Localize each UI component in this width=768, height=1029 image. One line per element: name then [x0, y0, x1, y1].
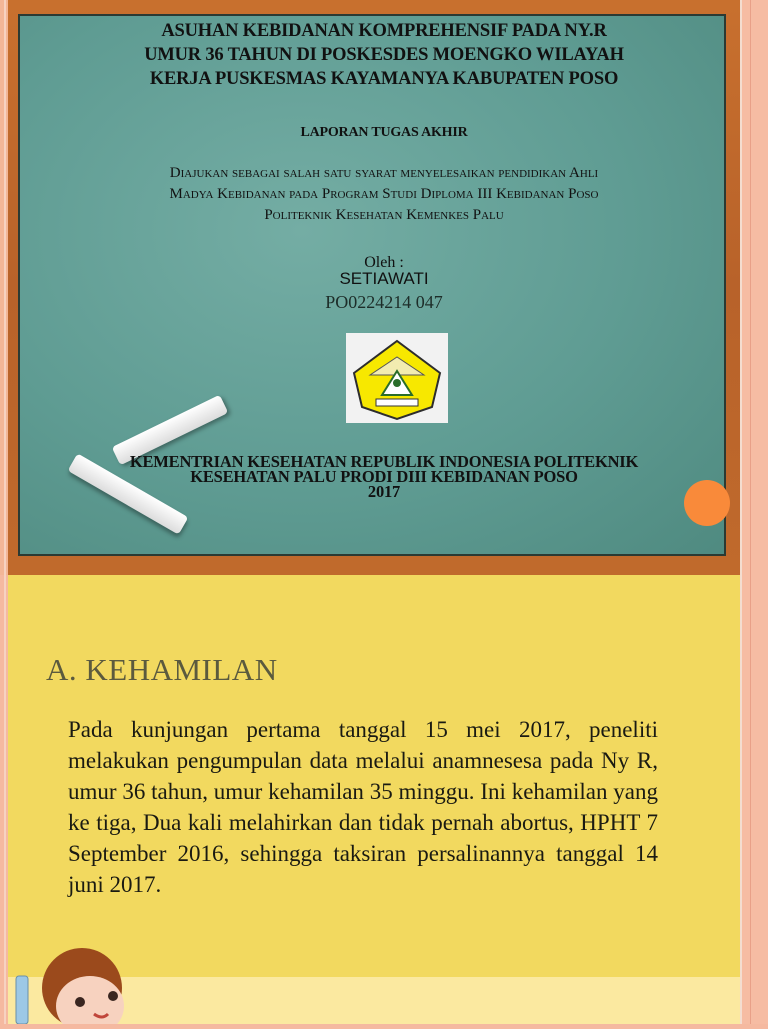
- institution-line-2: KESEHATAN PALU PRODI DIII KEBIDANAN POSO: [190, 467, 578, 486]
- logo-emblem-icon: [346, 333, 448, 423]
- institution-logo: [346, 333, 448, 423]
- institution-line-1: KEMENTRIAN KESEHATAN REPUBLIK INDONESIA POLITEKNIK: [129, 452, 639, 471]
- orange-dot-icon: [684, 480, 730, 526]
- by-label: Oleh :: [364, 254, 404, 271]
- left-border-line: [4, 0, 6, 1024]
- purpose-line-2: Madya Kebidanan pada Program Studi Diploma III Kebidanan Poso: [169, 186, 599, 202]
- section-heading: A. KEHAMILAN: [46, 652, 278, 687]
- author-name: SETIAWATI: [339, 269, 429, 288]
- purpose-line-3: Politeknik Kesehatan Kemenkes Palu: [264, 207, 504, 223]
- right-side-strip: [740, 0, 768, 1024]
- divider-line: [750, 0, 751, 1024]
- title-line-1: ASUHAN KEBIDANAN KOMPREHENSIF PADA NY.R: [161, 21, 607, 41]
- institution-year: 2017: [367, 482, 401, 501]
- title-line-3: KERJA PUSKESMAS KAYAMANYA KABUPATEN POSO: [149, 69, 619, 89]
- midwife-cartoon: [10, 948, 130, 1024]
- purpose-line-1: Diajukan sebagai salah satu syarat menyelesaikan pendidikan Ahli: [169, 165, 599, 181]
- section-paragraph: Pada kunjungan pertama tanggal 15 mei 2017, peneliti melakukan pengumpulan data melalui anamnesesa pada Ny R, umur 36 tahun, umur kehamilan 35 minggu. Ini kehamilan yang ke tiga, Dua kali melahirkan dan tidak pernah abortus, HPHT 7 September 2016, sehingga taksiran persalinannya tanggal 14 juni 2017.: [68, 717, 658, 897]
- title-line-2: UMUR 36 TAHUN DI POSKESDES MOENGKO WILAYAH: [144, 45, 624, 65]
- divider-line: [740, 0, 742, 1024]
- nurse-character-icon: [10, 948, 130, 1024]
- report-type: LAPORAN TUGAS AKHIR: [300, 125, 468, 140]
- student-id: PO0224214 047: [325, 292, 443, 312]
